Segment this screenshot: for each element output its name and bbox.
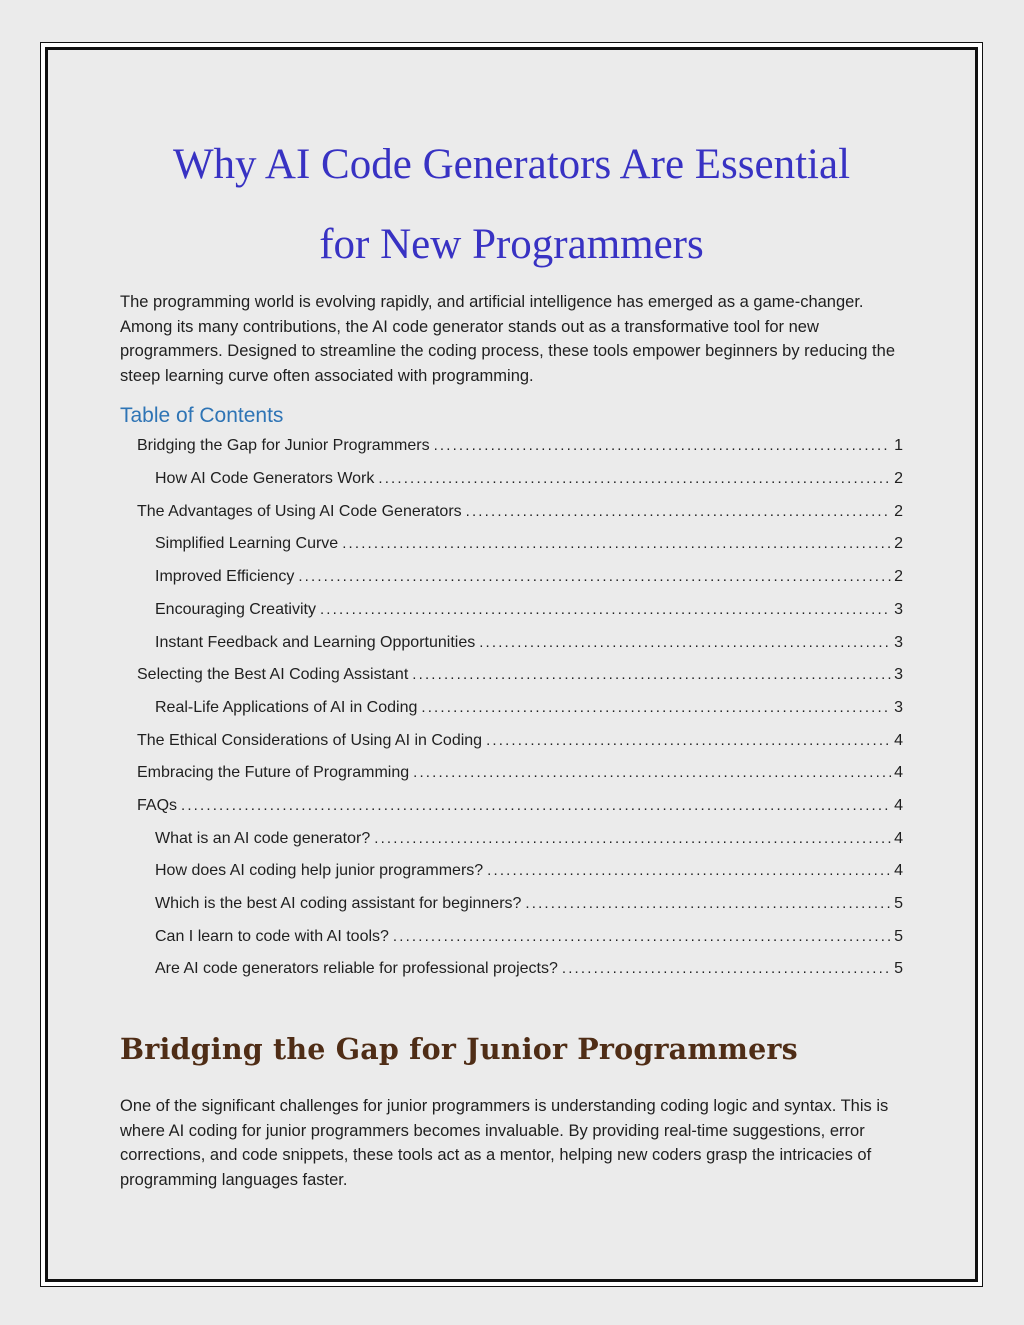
toc-page-number: 4 bbox=[894, 764, 903, 782]
toc-entry-label: FAQs bbox=[137, 796, 178, 814]
toc-entry-label: Which is the best AI coding assistant for beginners? bbox=[155, 895, 522, 912]
toc-entry[interactable] bbox=[120, 601, 903, 634]
toc-leader-dots bbox=[342, 535, 891, 553]
toc-entry[interactable] bbox=[120, 895, 903, 928]
toc-entry[interactable] bbox=[120, 503, 903, 536]
toc-page-number: 4 bbox=[894, 731, 903, 749]
toc-entry-label: Are AI code generators reliable for professional projects? bbox=[155, 960, 558, 978]
toc-leader-dots bbox=[562, 960, 891, 978]
toc-entry[interactable] bbox=[120, 830, 903, 863]
toc-entry[interactable] bbox=[120, 732, 903, 765]
section-paragraph: One of the significant challenges for junior programmers is understanding coding logic and syntax. This is where AI coding for junior programmers becomes invaluable. By providing real-time suggestions, error corrections, and code snippets, these tools act as a mentor, helping new coders grasp the intricacies of programming languages faster. bbox=[120, 1097, 889, 1189]
toc-leader-dots bbox=[378, 470, 891, 488]
toc-page-number: 2 bbox=[894, 502, 903, 520]
toc-leader-dots bbox=[487, 862, 891, 880]
toc-entry-label: Encouraging Creativity bbox=[155, 600, 316, 618]
toc-page-number: 3 bbox=[894, 666, 903, 684]
toc-entry-label: The Advantages of Using AI Code Generators bbox=[137, 502, 462, 520]
toc-page-number: 2 bbox=[894, 568, 903, 586]
toc-entry[interactable] bbox=[120, 928, 903, 961]
toc-page-number: 4 bbox=[894, 796, 903, 814]
toc-entry[interactable] bbox=[120, 568, 903, 601]
toc-entry[interactable] bbox=[120, 535, 903, 568]
toc-page-number: 3 bbox=[894, 633, 903, 651]
document-title-line2: for New Programmers bbox=[319, 221, 704, 268]
toc-page-number: 2 bbox=[894, 535, 903, 553]
toc-entry-label: Selecting the Best AI Coding Assistant bbox=[137, 666, 409, 684]
toc-leader-dots bbox=[412, 666, 891, 684]
toc-heading: Table of Contents bbox=[120, 404, 284, 428]
toc-entry[interactable] bbox=[120, 437, 903, 470]
toc-leader-dots bbox=[374, 830, 891, 848]
toc-entry-label: How AI Code Generators Work bbox=[155, 470, 375, 488]
toc-entry-label: Improved Efficiency bbox=[155, 568, 295, 586]
toc-entry-label: Embracing the Future of Programming bbox=[137, 764, 410, 782]
toc-entry-label: Can I learn to code with AI tools? bbox=[155, 927, 389, 945]
toc-leader-dots bbox=[466, 503, 891, 521]
toc-entry-label: The Ethical Considerations of Using AI in Coding bbox=[137, 731, 483, 749]
toc-leader-dots bbox=[486, 732, 891, 750]
document-page bbox=[45, 47, 978, 1282]
toc-list bbox=[120, 437, 903, 993]
toc-entry[interactable] bbox=[120, 960, 903, 993]
toc-entry-label: Instant Feedback and Learning Opportunities bbox=[155, 633, 476, 651]
toc-leader-dots bbox=[413, 764, 891, 782]
toc-leader-dots bbox=[181, 797, 891, 815]
toc-leader-dots bbox=[298, 568, 891, 586]
toc-entry-label: Real-Life Applications of AI in Coding bbox=[155, 698, 418, 716]
toc-page-number: 5 bbox=[894, 960, 903, 978]
toc-entry-label: Bridging the Gap for Junior Programmers bbox=[137, 437, 430, 455]
toc-leader-dots bbox=[525, 895, 891, 913]
toc-page-number: 3 bbox=[894, 698, 903, 716]
toc-leader-dots bbox=[320, 601, 891, 619]
page-border-outer bbox=[40, 42, 983, 1287]
toc-entry[interactable] bbox=[120, 764, 903, 797]
toc-entry[interactable] bbox=[120, 699, 903, 732]
toc-page-number: 5 bbox=[894, 895, 903, 912]
toc-entry[interactable] bbox=[120, 797, 903, 830]
toc-leader-dots bbox=[421, 699, 891, 717]
toc-entry[interactable] bbox=[120, 862, 903, 895]
toc-leader-dots bbox=[434, 437, 892, 455]
document-title bbox=[120, 125, 903, 285]
toc-page-number: 4 bbox=[894, 829, 903, 847]
toc-page-number: 5 bbox=[894, 927, 903, 945]
toc-entry[interactable] bbox=[120, 470, 903, 503]
intro-paragraph: The programming world is evolving rapidly, and artificial intelligence has emerged as a game-changer. Among its many contributions, the AI code generator stands out as a transformative tool for new programmers. Designed to streamline the coding process, these tools empower beginners by reducing the steep learning curve often associated with programming. bbox=[120, 293, 895, 385]
toc-page-number: 4 bbox=[894, 862, 903, 880]
toc-entry-label: What is an AI code generator? bbox=[155, 829, 371, 847]
toc-page-number: 3 bbox=[894, 600, 903, 618]
toc-entry-label: Simplified Learning Curve bbox=[155, 535, 339, 553]
toc-entry[interactable] bbox=[120, 666, 903, 699]
toc-page-number: 1 bbox=[894, 437, 903, 455]
toc-page-number: 2 bbox=[894, 470, 903, 488]
toc-entry-label: How does AI coding help junior programmers? bbox=[155, 862, 484, 880]
toc-leader-dots bbox=[479, 634, 891, 652]
document-title-line1: Why AI Code Generators Are Essential bbox=[172, 141, 851, 188]
section-heading: Bridging the Gap for Junior Programmers bbox=[120, 1032, 798, 1067]
toc-leader-dots bbox=[393, 928, 891, 946]
toc-entry[interactable] bbox=[120, 634, 903, 667]
